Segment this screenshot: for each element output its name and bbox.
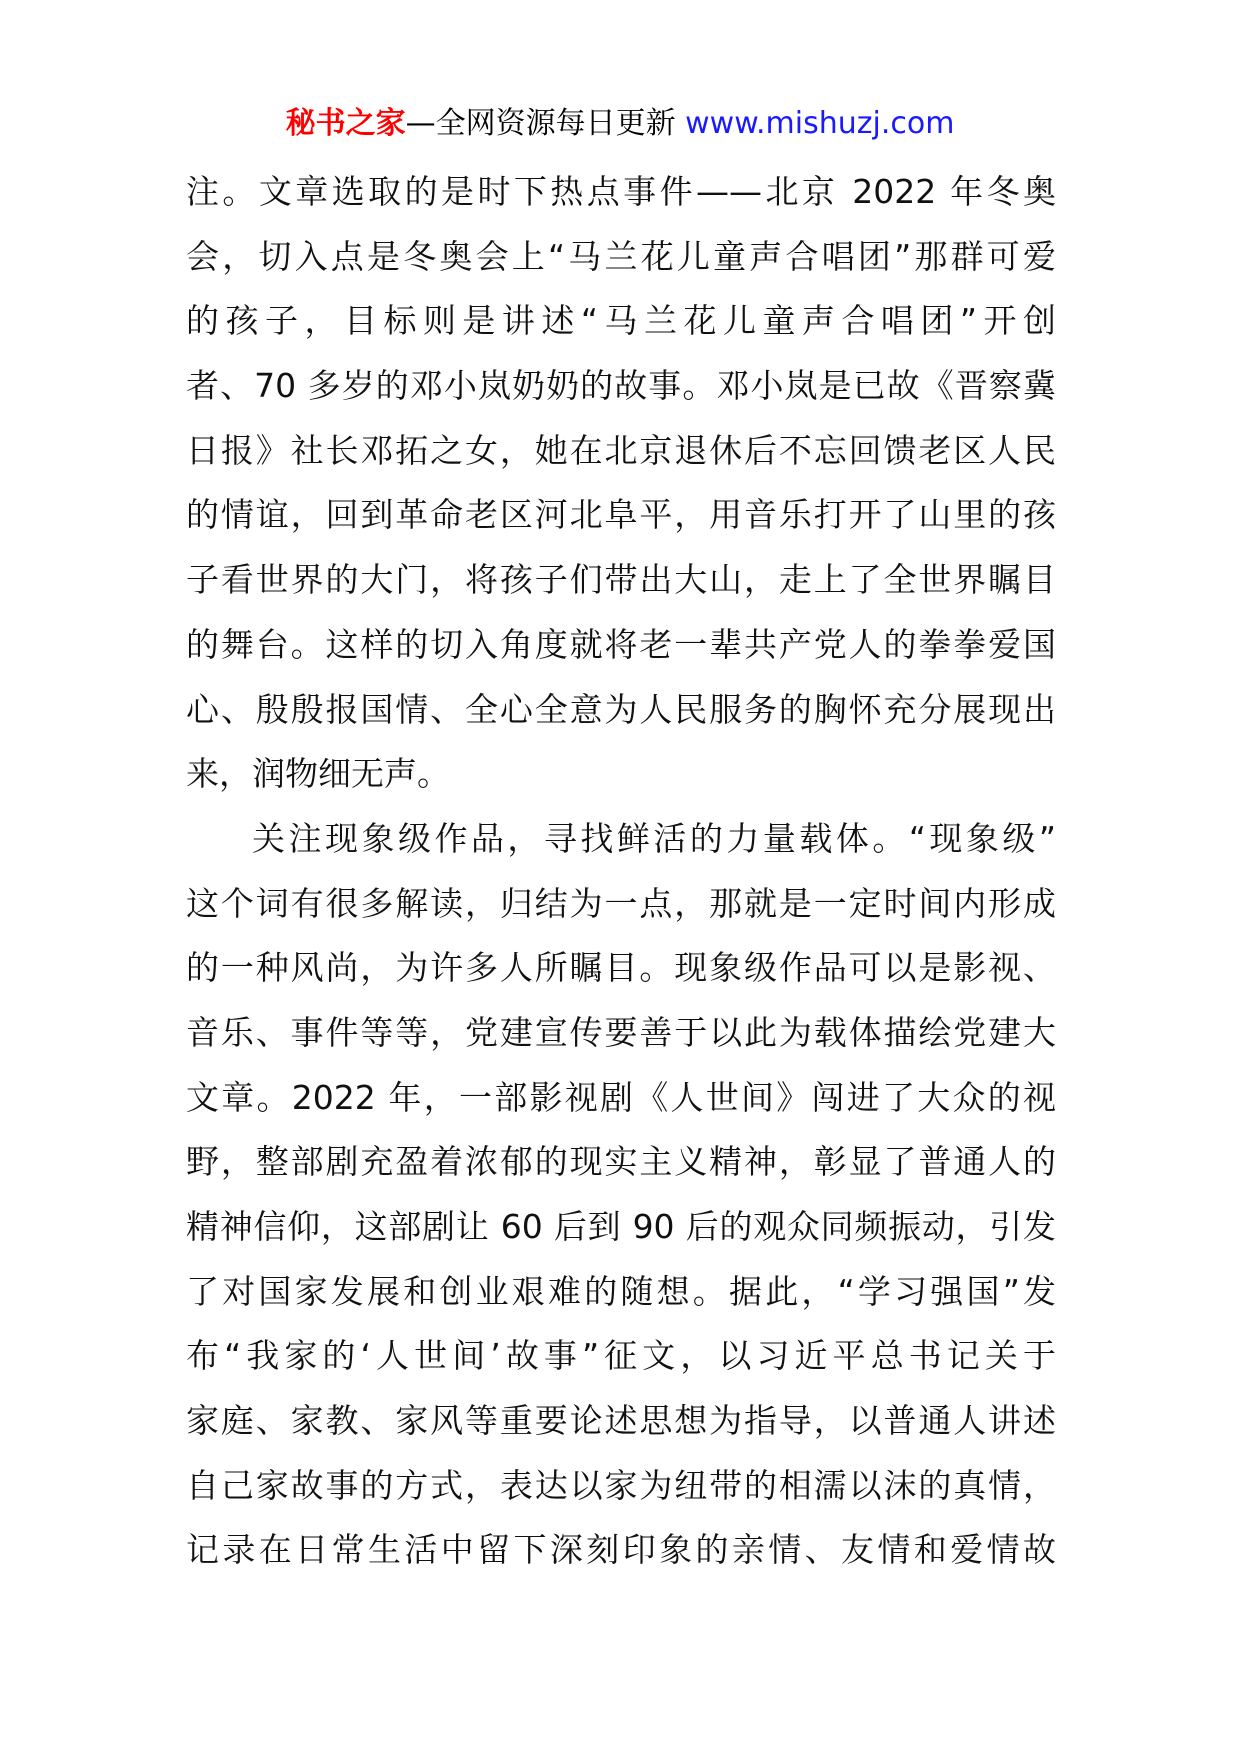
text-line: 了对国家发展和创业艰难的随想。据此，“学习强国”发	[186, 1271, 1056, 1311]
text-line: 来，润物细无声。	[186, 754, 450, 794]
brand-name: 秘书之家	[285, 106, 406, 141]
text-line: 子看世界的大门，将孩子们带出大山，走上了全世界瞩目	[186, 560, 1056, 600]
text-line: 者、70 多岁的邓小岚奶奶的故事。邓小岚是已故《晋察冀	[186, 366, 1056, 406]
header-tagline: —全网资源每日更新	[405, 106, 676, 141]
text-line: 的一种风尚，为许多人所瞩目。现象级作品可以是影视、	[186, 948, 1056, 988]
text-line: 心、殷殷报国情、全心全意为人民服务的胸怀充分展现出	[186, 689, 1056, 729]
text-line: 的情谊，回到革命老区河北阜平，用音乐打开了山里的孩	[186, 495, 1056, 535]
text-line: 这个词有很多解读，归结为一点，那就是一定时间内形成	[186, 883, 1056, 923]
text-line: 自己家故事的方式，表达以家为纽带的相濡以沫的真情，	[186, 1465, 1056, 1505]
text-line: 家庭、家教、家风等重要论述思想为指导，以普通人讲述	[186, 1401, 1056, 1441]
text-line: 布“我家的‘人世间’故事”征文，以习近平总书记关于	[186, 1336, 1056, 1376]
text-line: 精神信仰，这部剧让 60 后到 90 后的观众同频振动，引发	[186, 1207, 1056, 1246]
text-line: 野，整部剧充盈着浓郁的现实主义精神，彰显了普通人的	[186, 1142, 1056, 1182]
paragraph-first-line: 关注现象级作品，寻找鲜活的力量载体。“现象级”	[252, 818, 1056, 858]
page-header	[0, 102, 1240, 146]
text-line: 的舞台。这样的切入角度就将老一辈共产党人的拳拳爱国	[186, 624, 1056, 664]
text-line: 注。文章选取的是时下热点事件——北京 2022 年冬奥	[186, 172, 1056, 211]
text-line: 会，切入点是冬奥会上“马兰花儿童声合唱团”那群可爱	[186, 236, 1056, 276]
text-line: 文章。2022 年，一部影视剧《人世间》闯进了大众的视	[186, 1077, 1056, 1117]
text-line: 记录在日常生活中留下深刻印象的亲情、友情和爱情故	[186, 1530, 1056, 1570]
text-line: 的孩子，目标则是讲述“马兰花儿童声合唱团”开创	[186, 301, 1056, 341]
website-link[interactable]: www.mishuzj.com	[685, 106, 955, 141]
document-body	[186, 160, 1056, 1583]
text-line: 日报》社长邓拓之女，她在北京退休后不忘回馈老区人民	[186, 430, 1056, 470]
text-line: 音乐、事件等等，党建宣传要善于以此为载体描绘党建大	[186, 1012, 1056, 1052]
